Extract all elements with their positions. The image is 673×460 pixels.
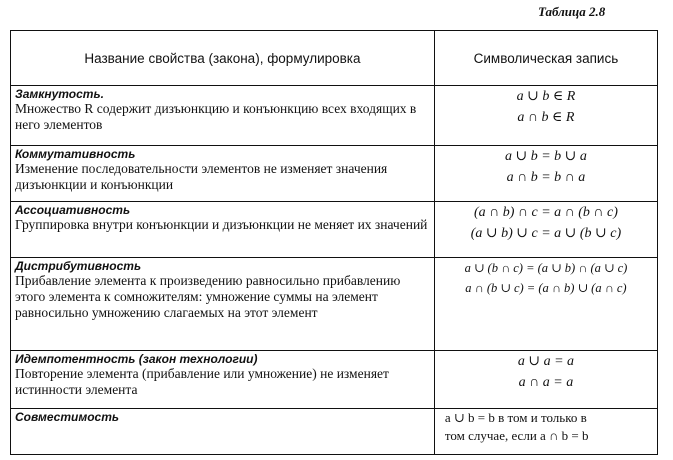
symbol-cell	[434, 409, 657, 455]
symbol-cell	[434, 351, 657, 409]
property-cell	[11, 146, 435, 202]
header-symbolic-notation: Символическая запись	[434, 31, 657, 86]
property-name: Дистрибутивность	[15, 259, 142, 273]
property-description: Прибавление элемента к произведению равносильно прибавлению этого элемента к сомножителям: умножение суммы на элемент равносильно умножению слагаемых на этот элемент	[15, 273, 401, 320]
table-caption: Таблица 2.8	[538, 4, 606, 19]
table-row	[11, 258, 658, 351]
formula: a ∪ (b ∩ c) = (a ∪ b) ∩ (a ∪ c)	[464, 261, 628, 275]
property-name: Совместимость	[15, 410, 119, 424]
symbol-cell	[434, 86, 657, 146]
property-name: Замкнутость.	[15, 87, 104, 101]
formula: a ∩ (b ∪ c) = (a ∩ b) ∪ (a ∩ c)	[465, 281, 627, 295]
property-cell	[11, 202, 435, 258]
table-row	[11, 86, 658, 146]
formula: a ∩ a = a	[518, 375, 574, 390]
property-cell	[11, 258, 435, 351]
property-cell	[11, 409, 435, 455]
property-description: Группировка внутри конъюнкции и дизъюнкции не меняет их значений	[15, 217, 428, 232]
formula: a ∪ b ∈ R	[516, 89, 576, 104]
property-description: Множество R содержит дизъюнкцию и конъюнкцию всех входящих в него элементов	[15, 101, 417, 132]
property-description: Изменение последовательности элементов не изменяет значения дизъюнкции и конъюнкции	[15, 161, 388, 192]
formula: a ∩ b ∈ R	[517, 110, 575, 125]
table-header-row	[11, 31, 658, 86]
symbol-cell	[434, 146, 657, 202]
property-name: Идемпотентность (закон технологии)	[15, 352, 258, 366]
table-row	[11, 409, 658, 455]
table-row	[11, 146, 658, 202]
symbol-cell	[434, 258, 657, 351]
formula: a ∪ b = b ∪ a	[504, 149, 587, 164]
symbol-cell	[434, 202, 657, 258]
property-cell	[11, 86, 435, 146]
property-cell	[11, 351, 435, 409]
table-row	[11, 202, 658, 258]
property-description: Повторение элемента (прибавление или умножение) не изменяет истинности элемента	[15, 366, 389, 397]
formula: a ∪ a = a	[517, 354, 575, 369]
property-name: Коммутативность	[15, 147, 136, 161]
table-row	[11, 351, 658, 409]
properties-table	[10, 30, 658, 455]
property-name: Ассоциативность	[15, 203, 131, 217]
formula: (a ∩ b) ∩ c = a ∩ (b ∩ c)	[473, 205, 618, 220]
header-name-formulation: Название свойства (закона), формулировка	[11, 31, 435, 86]
formula: том случае, если a ∩ b = b	[444, 428, 589, 443]
formula: a ∩ b = b ∩ a	[506, 170, 586, 185]
formula: (a ∪ b) ∪ c = a ∪ (b ∪ c)	[470, 226, 622, 241]
formula: a ∪ b = b в том и только в	[444, 410, 587, 425]
